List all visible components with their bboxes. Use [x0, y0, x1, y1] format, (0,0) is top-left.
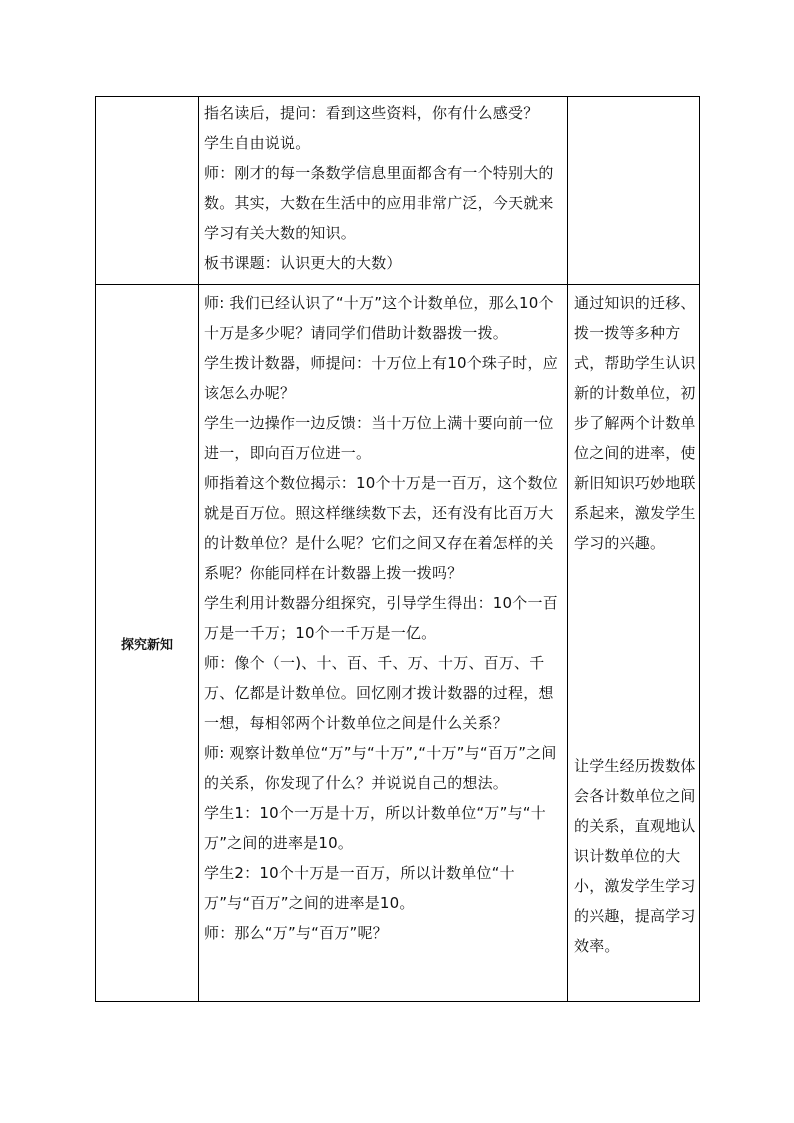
- paragraph: 师: 我们已经认识了“十万”这个计数单位，那么10个十万是多少呢？请同学们借助计数器拨一拨。: [204, 294, 554, 342]
- design-note: 通过知识的迁移、拨一拨等多种方式，帮助学生认识新的计数单位，初步了解两个计数单位之间的进率，使新旧知识巧妙地联系起来，激发学生学习的兴趣。: [574, 294, 696, 552]
- paragraph: 师：那么“万”与“百万”呢？: [204, 924, 388, 942]
- row2-notes-cell-bottom: [574, 751, 696, 961]
- row1-content-cell: [204, 98, 562, 278]
- paragraph: 师指着这个数位揭示：10个十万是一百万，这个数位就是百万位。照这样继续数下去，还有没有比百万大的计数单位？是什么呢？它们之间又存在着怎样的关系呢？你能同样在计数器上拨一拨吗？: [204, 474, 558, 582]
- column-divider: [567, 97, 568, 1001]
- paragraph: 学生1：10个一万是十万，所以计数单位“万”与“十万”之间的进率是10。: [204, 804, 546, 852]
- design-note: 让学生经历拨数体会各计数单位之间的关系，直观地认识计数单位的大小，激发学生学习的兴趣，提高学习效率。: [574, 757, 696, 955]
- paragraph: 学生利用计数器分组探究，引导学生得出：10个一百万是一千万；10个一千万是一亿。: [204, 594, 558, 642]
- paragraph: 学生一边操作一边反馈：当十万位上满十要向前一位进一，即向百万位进一。: [204, 414, 554, 462]
- paragraph: 指名读后，提问：看到这些资料，你有什么感受？: [204, 104, 539, 122]
- paragraph: 师：刚才的每一条数学信息里面都含有一个特别大的数。其实，大数在生活中的应用非常广泛，今天就来学习有关大数的知识。: [204, 164, 554, 242]
- paragraph: 板书课题：认识更大的大数）: [204, 254, 402, 272]
- row2-content-cell: [204, 288, 564, 948]
- paragraph: 学生自由说说。: [204, 134, 311, 152]
- paragraph: 师: 观察计数单位“万”与“十万”,“十万”与“百万”之间的关系，你发现了什么？并说说自己的想法。: [204, 744, 557, 792]
- row2-notes-cell-top: [574, 288, 696, 558]
- paragraph: 师：像个（一)、十、百、千、万、十万、百万、千万、亿都是计数单位。回忆刚才拨计数器的过程，想一想，每相邻两个计数单位之间是什么关系？: [204, 654, 554, 732]
- paragraph: 学生2：10个十万是一百万，所以计数单位“十万”与“百万”之间的进率是10。: [204, 864, 515, 912]
- row2-label-cell: [96, 285, 198, 1001]
- lesson-plan-table: [95, 96, 700, 1002]
- column-divider: [198, 97, 199, 1001]
- section-label: 探究新知: [120, 637, 173, 653]
- paragraph: 学生拨计数器，师提问：十万位上有10个珠子时，应该怎么办呢？: [204, 354, 558, 402]
